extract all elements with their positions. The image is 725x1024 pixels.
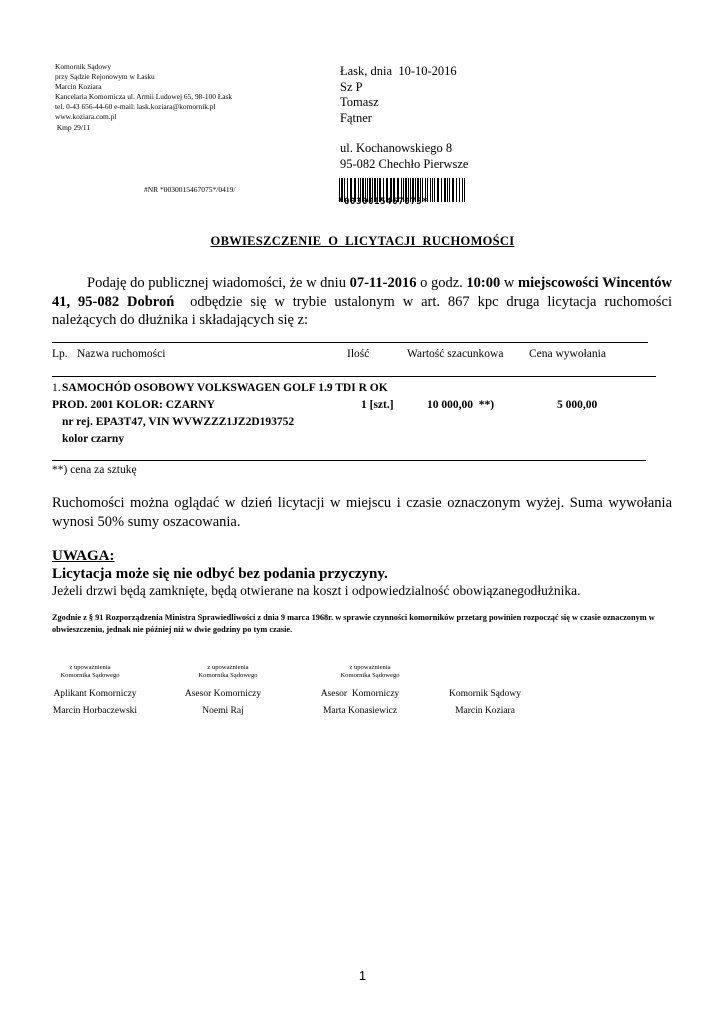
sender-line: www.koziara.com.pl <box>55 112 117 122</box>
signature-name: Marcin Horbaczewski <box>52 706 138 716</box>
place-label: miejscowości <box>518 275 599 291</box>
signature-role: Asesor Komorniczy <box>320 689 400 699</box>
warning-line2: Jeżeli drzwi będą zamknięte, będą otwierane na koszt i odpowiedzialność obowiązanegodłużnika. <box>52 583 581 598</box>
auth-line: z upoważnienia <box>349 664 391 671</box>
recipient-block <box>340 64 468 172</box>
auth-line: Komornika Sądowego <box>198 672 258 679</box>
regulation-note: Zgodnie z § 91 Rozporządzenia Ministra Sprawiedliwości z dnia 9 marca 1968r. w sprawie czynności komorników przetarg powinien rozpocząć się w czasie oznaczonym w obwieszczeniu, jednak nie później niż w dwie godziny po tym czasie. <box>52 613 655 634</box>
sender-line: Marcin Koziara <box>55 82 102 92</box>
header-price: Cena wywołania <box>529 348 606 360</box>
table-bottom-rule <box>52 460 646 461</box>
signature-block <box>168 686 278 720</box>
signature-authorization <box>50 664 130 680</box>
signature-block <box>430 686 540 720</box>
signature-role: Aplikant Komorniczy <box>53 689 137 699</box>
row-lp: 1. <box>52 382 61 394</box>
auth-line: Komornika Sądowego <box>340 672 400 679</box>
intro-text: odbędzie się w trybie ustalonym w art. 867 kpc druga licytacja ruchomości należących do dłużnika i składających się z: <box>52 293 676 328</box>
signature-authorization <box>330 664 410 680</box>
auction-time: 10:00 <box>466 275 501 291</box>
barcode-text: *0030015467075* <box>338 197 429 207</box>
sender-line: Komornik Sądowy <box>55 62 112 71</box>
signature-block <box>40 686 150 720</box>
sender-line: tel. 0-43 656-44-60 e-mail: lask.koziara@komornik.pl <box>55 102 216 112</box>
page-number: 1 <box>358 968 367 983</box>
row-name-line: PROD. 2001 KOLOR: CZARNY <box>52 399 215 411</box>
intro-paragraph <box>52 274 676 330</box>
recipient-street: ul. Kochanowskiego 8 <box>340 141 453 155</box>
auth-line: Komornika Sądowego <box>60 672 120 679</box>
signature-name: Marcin Koziara <box>455 706 515 716</box>
signature-role: Komornik Sądowy <box>448 689 522 699</box>
auction-date: 07-11-2016 <box>349 275 417 291</box>
signature-name: Noemi Raj <box>202 706 244 716</box>
sender-line: Kmp 29/11 <box>55 122 91 132</box>
viewing-paragraph: Ruchomości można oglądać w dzień licytacji w miejscu i czasie oznaczonym wyżej. Suma wywołania wynosi 50% sumy oszacowania. <box>52 495 672 530</box>
row-name-line: kolor czarny <box>62 433 125 445</box>
sender-block <box>55 62 232 133</box>
row-qty: 1 [szt.] <box>361 399 394 411</box>
signature-role: Asesor Komorniczy <box>184 689 262 699</box>
date-line: Łask, dnia 10-10-2016 <box>340 64 457 78</box>
row-value: 10 000,00 **) <box>427 399 495 411</box>
signature-block <box>305 686 415 720</box>
auction-place: Wincentów 41, 95-082 Dobroń <box>52 275 672 310</box>
signature-name: Marta Konasiewicz <box>322 706 398 716</box>
row-name-line: SAMOCHÓD OSOBOWY VOLKSWAGEN GOLF 1.9 TDI R OK <box>62 382 388 394</box>
recipient-line: Tomasz <box>340 95 379 109</box>
header-name: Nazwa ruchomości <box>77 348 166 360</box>
page-title: OBWIESZCZENIE O LICYTACJI RUCHOMOŚCI <box>210 234 515 248</box>
intro-text: Podaję do publicznej wiadomości, że w dniu <box>87 275 350 291</box>
header-qty: Ilość <box>347 348 370 360</box>
warning-heading: UWAGA: <box>52 548 115 564</box>
auth-line: z upoważnienia <box>207 664 249 671</box>
sender-line: przy Sądzie Rejonowym w Łasku <box>55 72 155 82</box>
recipient-line: Sz P <box>340 79 363 94</box>
header-lp: Lp. <box>52 348 68 360</box>
signature-authorization <box>188 664 268 680</box>
recipient-city: 95-082 Chechło Pierwsze <box>340 156 469 171</box>
warning-line1: Licytacja może się nie odbyć bez podania przyczyny. <box>52 566 388 582</box>
table-header-rule <box>52 376 656 377</box>
intro-text: w <box>500 275 518 291</box>
intro-text: o godz. <box>416 275 467 291</box>
sender-line: Kancelaria Komornicza ul. Armii Ludowej 65, 98-100 Łask <box>55 92 233 102</box>
row-price: 5 000,00 <box>557 399 598 411</box>
table-top-rule <box>52 342 648 343</box>
header-value: Wartość szacunkowa <box>407 348 504 360</box>
recipient-line: Fątner <box>340 110 372 125</box>
footnote: **) cena za sztukę <box>52 464 137 476</box>
reference-number: #NR *0030015467075*/0419/ <box>144 185 236 194</box>
row-name-line: nr rej. EPA3T47, VIN WVWZZZ1JZ2D193752 <box>62 416 295 428</box>
auth-line: z upoważnienia <box>69 664 111 671</box>
